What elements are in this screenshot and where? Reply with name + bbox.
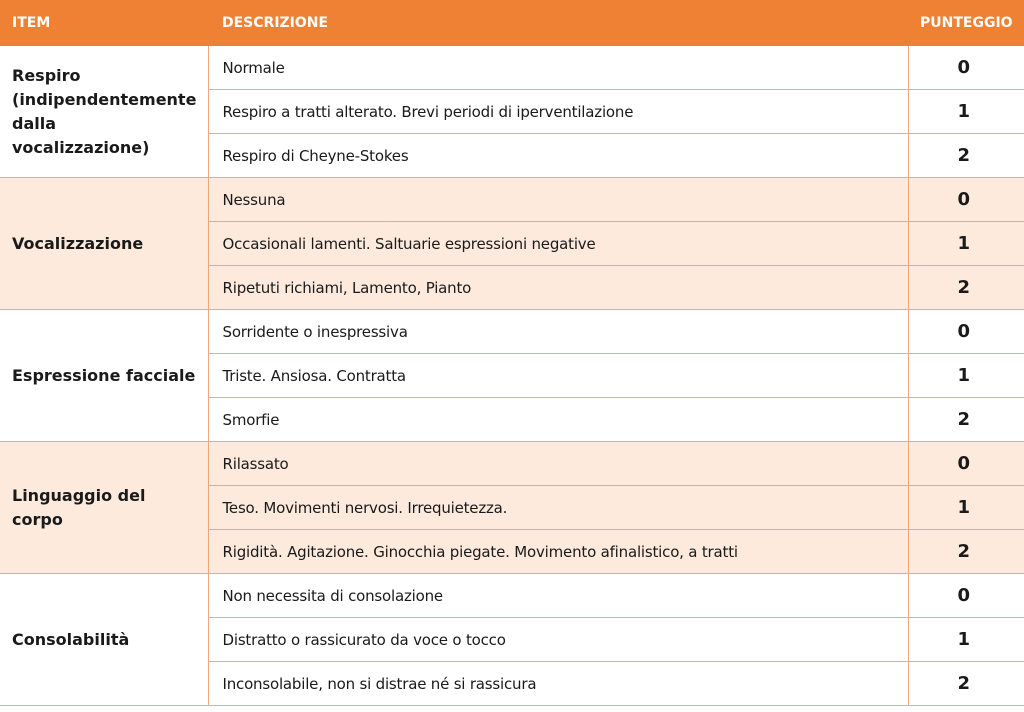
score-cell: 1 — [908, 618, 1024, 662]
description-cell: Teso. Movimenti nervosi. Irrequietezza. — [208, 486, 908, 530]
table-header — [0, 0, 1024, 46]
description-cell: Distratto o rassicurato da voce o tocco — [208, 618, 908, 662]
table-row — [0, 310, 1024, 354]
description-cell: Respiro a tratti alterato. Brevi periodi di iperventilazione — [208, 90, 908, 134]
score-cell: 0 — [908, 46, 1024, 90]
description-cell: Rilassato — [208, 442, 908, 486]
item-label-espressione: Espressione facciale — [0, 310, 208, 442]
score-cell: 1 — [908, 90, 1024, 134]
score-cell: 2 — [908, 662, 1024, 706]
score-cell: 1 — [908, 486, 1024, 530]
score-cell: 1 — [908, 222, 1024, 266]
score-cell: 2 — [908, 530, 1024, 574]
description-cell: Inconsolabile, non si distrae né si rassicura — [208, 662, 908, 706]
score-cell: 2 — [908, 266, 1024, 310]
item-label-vocalizzazione: Vocalizzazione — [0, 178, 208, 310]
description-cell: Normale — [208, 46, 908, 90]
score-cell: 2 — [908, 134, 1024, 178]
table-body — [0, 46, 1024, 706]
score-cell: 0 — [908, 574, 1024, 618]
description-cell: Sorridente o inespressiva — [208, 310, 908, 354]
header-score: PUNTEGGIO — [908, 0, 1024, 46]
table-row — [0, 574, 1024, 618]
table-row — [0, 178, 1024, 222]
score-cell: 0 — [908, 310, 1024, 354]
description-cell: Occasionali lamenti. Saltuarie espressioni negative — [208, 222, 908, 266]
table-row — [0, 46, 1024, 90]
header-row — [0, 0, 1024, 46]
score-cell: 1 — [908, 354, 1024, 398]
description-cell: Non necessita di consolazione — [208, 574, 908, 618]
item-label-linguaggio: Linguaggio del corpo — [0, 442, 208, 574]
description-cell: Ripetuti richiami, Lamento, Pianto — [208, 266, 908, 310]
score-cell: 0 — [908, 442, 1024, 486]
description-cell: Respiro di Cheyne-Stokes — [208, 134, 908, 178]
header-description: DESCRIZIONE — [208, 0, 908, 46]
score-cell: 0 — [908, 178, 1024, 222]
item-label-consolabilita: Consolabilità — [0, 574, 208, 706]
item-label-respiro: Respiro (indipendentemente dalla vocalizzazione) — [0, 46, 208, 178]
table-row — [0, 442, 1024, 486]
description-cell: Triste. Ansiosa. Contratta — [208, 354, 908, 398]
description-cell: Nessuna — [208, 178, 908, 222]
header-item: ITEM — [0, 0, 208, 46]
description-cell: Smorfie — [208, 398, 908, 442]
description-cell: Rigidità. Agitazione. Ginocchia piegate. Movimento afinalistico, a tratti — [208, 530, 908, 574]
score-cell: 2 — [908, 398, 1024, 442]
